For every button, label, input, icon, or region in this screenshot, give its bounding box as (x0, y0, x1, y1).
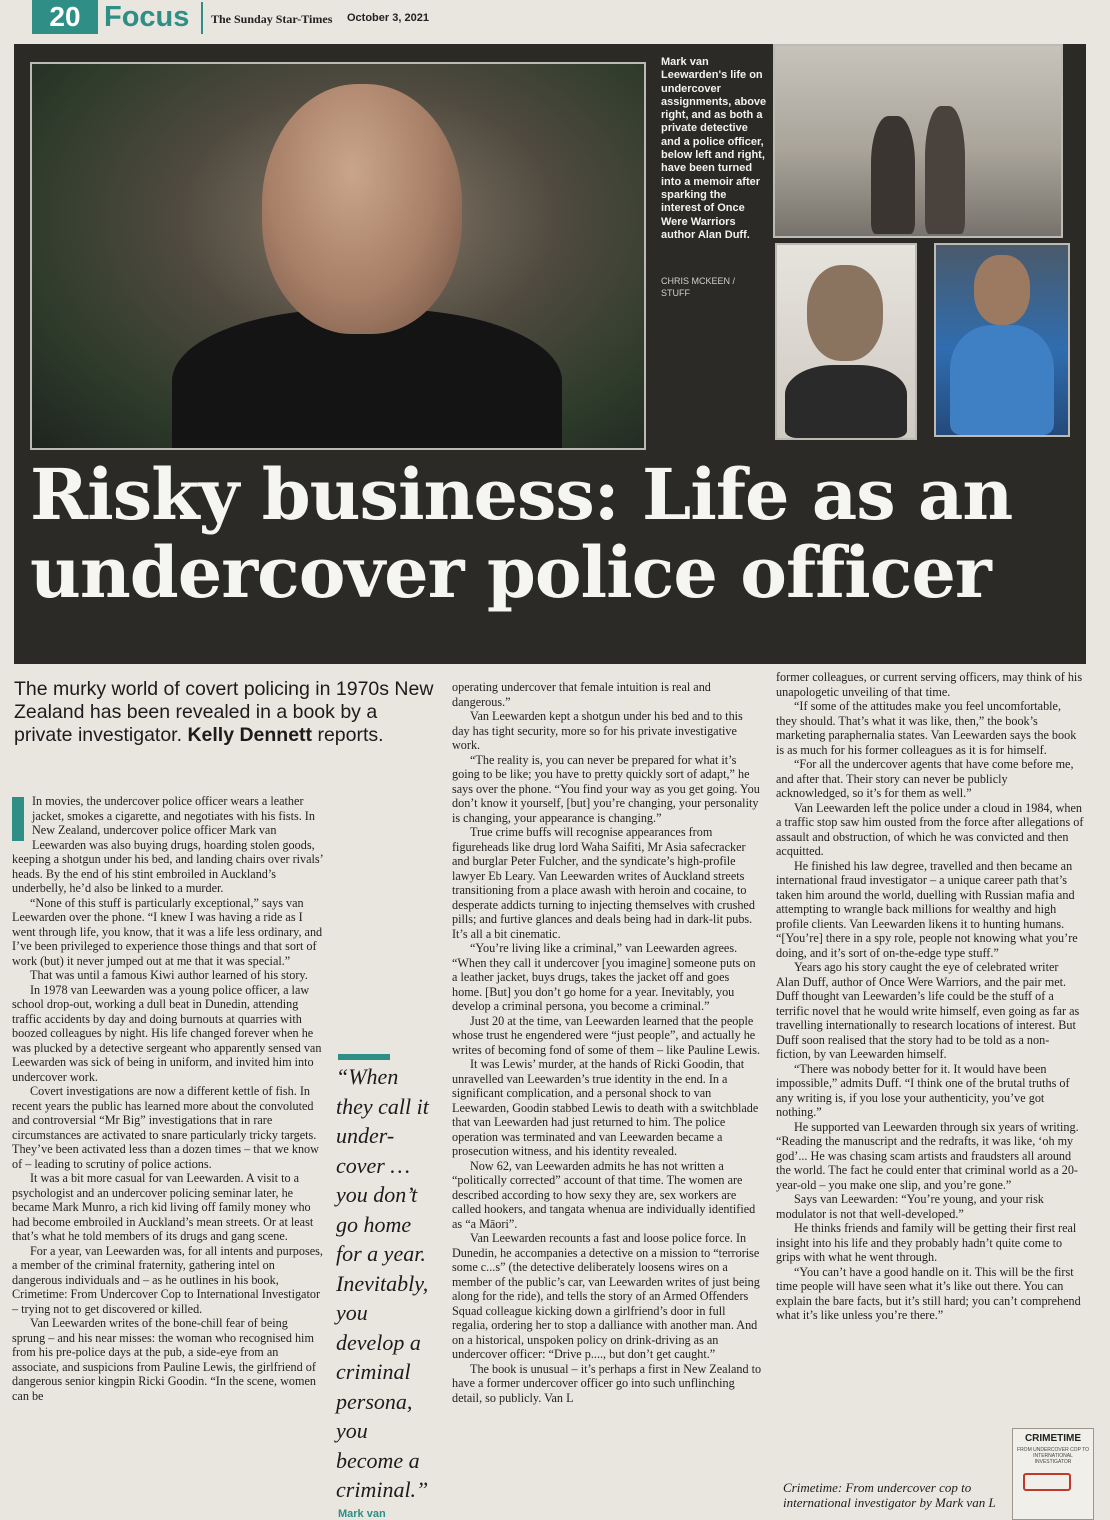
police-officer-photo (934, 243, 1070, 437)
article-column-1 (12, 794, 324, 1403)
paragraph: Just 20 at the time, van Leewarden learned that the people whose trust he engendered were “just people”, and actually he writes of becoming fond of some of them – like Pauline Lewis. (452, 1013, 761, 1057)
portrait-head (262, 84, 462, 334)
book-cover-subtitle: FROM UNDERCOVER COP TO INTERNATIONAL INVESTIGATOR (1017, 1447, 1089, 1465)
paragraph: “There was nobody better for it. It would have been impossible,” admits Duff. “I think one of the brutal truths of any writing is, if you lose your authenticity, you’ve got nothing.” (776, 1061, 1070, 1119)
paragraph: “For all the undercover agents that have come before me, and after that. Their story can never be publicly acknowledged, so it’s for them as well.” (776, 757, 1074, 800)
paragraph: “None of this stuff is particularly exceptional,” says van Leewarden over the phone. “I knew I was having a ride as I went through life, you know, that it was a life less ordinary, and I’ve been privileged to experience those things and that sort of work (but) it never jumped out at me that it was special.” (12, 895, 323, 968)
masthead-divider (201, 2, 203, 34)
photo-credit: CHRIS MCKEEN / STUFF (661, 276, 736, 298)
pull-quote-rule (338, 1054, 390, 1060)
paragraph: Van Leewarden writes of the bone-chill fear of being sprung – and his near misses: the woman who recognised him from his pre-police days at the pub, a side-eye from an associate, and suspicions from Pauline Lewis, the girlfriend of dangerous senior kingpin Ricki Goodin. “In the scene, women can be (12, 1316, 316, 1403)
standfirst-tail: reports. (317, 724, 384, 746)
paragraph: “You can’t have a good handle on it. This will be the first time people will have seen what it’s like out there. You can explain the bare facts, but it’s still hard; you can’t comprehend what it’s like unless you’re there.” (776, 1264, 1081, 1322)
street-figure-1 (871, 116, 915, 234)
pull-quote: “When they call it under-cover … you don’t go home for a year. Inevitably, you develop a criminal persona, you become a criminal.” (336, 1064, 429, 1502)
paragraph: “You’re living like a criminal,” van Leewarden agrees. “When they call it undercover [you imagine] someone puts on a leather jacket, buys drugs, takes the jacket off and goes home. [But] you don’t go home for a year. Inevitably, you develop a criminal persona, you become a criminal.” (452, 941, 756, 1013)
paragraph: Covert investigations are now a different kettle of fish. In recent years the public has learned more about the convoluted and controversial “Mr Big” investigations that in rare circumstances are activated to snare particularly tricky targets. They’ve been activated less than a dozen times – that we know of – leading to scrutiny of police actions. (12, 1084, 319, 1171)
paragraph: former colleagues, or current serving officers, may think of his unapologetic unveiling of that time. (776, 670, 1083, 699)
paragraph: The book is unusual – it’s perhaps a first in New Zealand to have a former undercover officer go into such unflinching detail, so publicly. Van L (452, 1361, 762, 1405)
issue-date: October 3, 2021 (347, 12, 429, 24)
officer-head (974, 255, 1030, 325)
detective-portrait-photo (775, 243, 917, 440)
byline: Kelly Dennett (187, 724, 313, 746)
detective-suit (785, 365, 907, 438)
paragraph: Van Leewarden left the police under a cloud in 1984, when a traffic stop saw him ousted from the force after allegations of assault and obstruction, of which he was convicted and then acquitted. (776, 800, 1084, 858)
paragraph: Van Leewarden recounts a fast and loose police force. In Dunedin, he accompanies a detective on a mission to “terrorise some c...s” (the detective deliberately loosens wires on a member of the public’s car, van Leewarden writes of just being along for the ride), and tells the story of an Armed Offenders Squad colleague kicking down a girlfriend’s door in full regalia, ordering her to stop a dalliance with another man. And on a historical, unspoken policy on drink-driving as an undercover officer: “Drive p...., but don’t get caught.” (452, 1231, 760, 1361)
paragraph: Years ago his story caught the eye of celebrated writer Alan Duff, author of Once Were Warriors, and the pair met. Duff thought van Leewarden’s life could be the stuff of a terrific novel that he would write himself, even going as far as travelling internationally to research locations of interest. But Duff soon realised that the story had to be told as a non-fiction, by van Leewarden himself. (776, 960, 1080, 1061)
masthead (14, 0, 1084, 36)
paragraph: In 1978 van Leewarden was a young police officer, a law school drop-out, working a dull beat in Dunedin, attending traffic accidents by day and doing burnouts at quarries with boozed colleagues by night. His life changed forever when he was plucked by a detective sergeant who apparently sensed van Leewarden was sick of being in uniform, and invited him into undercover work. (12, 982, 322, 1084)
paragraph: That was until a famous Kiwi author learned of his story. (30, 968, 308, 982)
paragraph: Says van Leewarden: “You’re young, and your risk modulator is not that well-developed.” (776, 1192, 1044, 1221)
book-cover-stamp (1023, 1473, 1071, 1491)
portrait-photo (30, 62, 646, 450)
paragraph: True crime buffs will recognise appearances from figureheads like drug lord Waha Saifiti, Mr Asia safecracker and burglar Peter Fulcher, and the syndicate’s high-profile lawyer Eb Leary. Van Leewarden writes of Auckland streets transitioning from a place awash with heroin and cocaine, to desperate addicts turning to injecting themselves with crushed pills; and furtive glances and deals being had in dark-lit pubs. It’s all a bit cinematic. (452, 825, 755, 941)
paragraph: Van Leewarden kept a shotgun under his bed and to this day has tight security, more so for his private investigative work. (452, 709, 743, 752)
paragraph: He thinks friends and family will be getting their first real insight into his life and they probably hadn’t quite come to grips with what he went through. (776, 1221, 1077, 1264)
officer-uniform (950, 325, 1054, 435)
article-column-2 (452, 680, 762, 1405)
photo-caption: Mark van Leewarden's life on undercover assignments, above right, and as both a private detective and a police officer, below left and right, have been turned into a memoir after sparking the interest of Once Were Warriors author Alan Duff. (661, 56, 767, 241)
book-cover-title: CRIMETIME (1024, 1433, 1082, 1444)
drop-cap-bar (12, 797, 24, 841)
book-cover (1012, 1428, 1094, 1520)
newspaper-name: The Sunday Star-Times (211, 12, 333, 26)
standfirst-text: The murky world of covert policing in 1970s New Zealand has been revealed in a book by a private investigator. (14, 678, 434, 746)
paragraph: operating undercover that female intuition is real and dangerous.” (452, 680, 711, 709)
paragraph: It was a bit more casual for van Leewarden. A visit to a psychologist and an undercover policing seminar later, he became Mark Munro, a rich kid living off family money who had become embroiled in Auckland’s mean streets. Or at least that’s what he told members of its drugs and gang scene. (12, 1171, 314, 1243)
paragraph: It was Lewis’ murder, at the hands of Ricki Goodin, that unravelled van Leewarden’s true identity in the end. In a significant complication, and a personal shock to van Leewarden, Goodin stabbed Lewis to death with a switchblade that van Leewarden had just returned to him. The police operation was terminated and van Leewarden became a prosecution witness, and his identity revealed. (452, 1057, 759, 1158)
article-column-3 (776, 670, 1084, 1323)
paragraph: Now 62, van Leewarden admits he has not written a “politically corrected” account of that time. The women are described according to how sexy they are, sex workers are called hookers, and tangata whenua are individually identified as “a Māori”. (452, 1158, 756, 1231)
paragraph: “The reality is, you can never be prepared for what it’s going to be like; you have to pretty quickly sort of adapt,” he says over the phone. “You find your way as you get going. You don’t know it yourself, [but] you’re changing, your personality is changing, your appearance is changing.” (452, 752, 760, 825)
paragraph: “If some of the attitudes make you feel uncomfortable, they should. That’s what it was like, then,” the book’s marketing paraphernalia states. Van Leewarden says the book is as much for his former colleagues as it is for himself. (776, 699, 1077, 757)
street-photo (773, 44, 1063, 238)
book-credit: Crimetime: From undercover cop to international investigator by Mark van L (783, 1480, 996, 1510)
street-figure-2 (925, 106, 965, 234)
standfirst (14, 678, 434, 747)
section-title: Focus (104, 1, 190, 33)
detective-head (807, 265, 883, 361)
paragraph: In movies, the undercover police officer wears a leather jacket, smokes a cigarette, and negotiates with his fists. In New Zealand, undercover police officer Mark van Leewarden was also buying drugs, hoarding stolen goods, keeping a shotgun under his bed, and landing chairs over rivals’ heads. By the end of his stint embroiled in Auckland’s underbelly, he’d also be linked to a murder. (12, 794, 323, 895)
page-number: 20 (32, 0, 98, 34)
paragraph: He finished his law degree, travelled and then became an international fraud investigator – a unique career path that’s taken him around the world, duelling with Russian mafia and attempting to wrangle back millions for wealthy and high profile clients. Van Leewarden likens it to hunting humans. “[You’re] there in a spy role, people not knowing what you’re doing, and it’s sort of on-the-edge type stuff.” (776, 858, 1078, 960)
paragraph: He supported van Leewarden through six years of writing. “Reading the manuscript and the redrafts, it was like, ‘oh my god’... He was chasing scam artists and fraudsters all around the world. The fact he could enter that criminal world as a 20-year-old – you make one slip, and you’re gone.” (776, 1119, 1079, 1192)
headline: Risky business: Life as an undercover police officer (30, 453, 1013, 614)
pull-quote-attribution: Mark van (338, 1508, 386, 1520)
paragraph: For a year, van Leewarden was, for all intents and purposes, a member of the criminal fraternity, gathering intel on dangerous individuals and – as he outlines in his book, Crimetime: From Undercover Cop to International Investigator – trying not to get discovered or killed. (12, 1243, 323, 1316)
